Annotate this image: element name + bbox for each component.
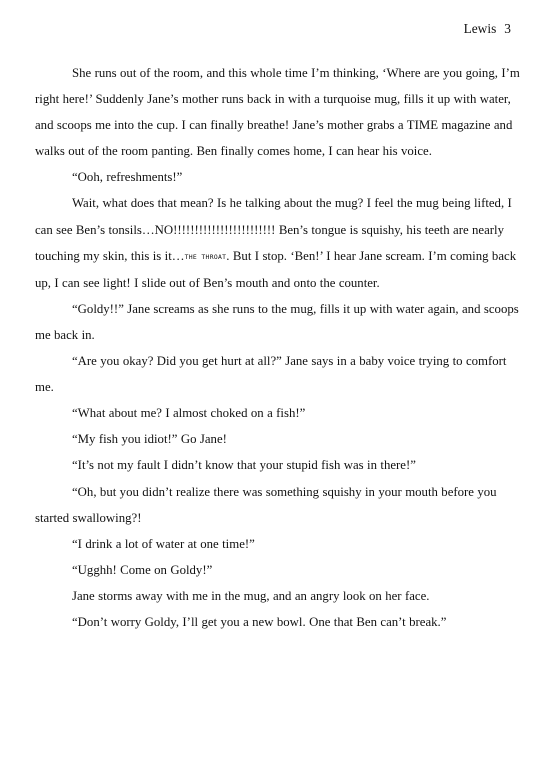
paragraph-12: Jane storms away with me in the mug, and an angry look on her face. <box>72 588 430 603</box>
header-author: Lewis <box>463 21 497 36</box>
paragraph-2: “Ooh, refreshments!” <box>72 170 183 185</box>
document-body <box>35 60 522 635</box>
paragraph-9: “Oh, but you didn’t realize there was something squishy in your mouth before you started swallowing?! <box>35 484 497 525</box>
handwritten-phrase: THE THROAT <box>184 252 227 261</box>
paragraph-7: “My fish you idiot!” Go Jane! <box>72 432 227 447</box>
header-page-number: 3 <box>504 21 511 36</box>
paragraph-10: “I drink a lot of water at one time!” <box>72 536 255 551</box>
paragraph-4: “Goldy!!” Jane screams as she runs to the mug, fills it up with water again, and scoops me back in. <box>35 301 519 342</box>
paragraph-3 <box>35 190 522 295</box>
paragraph-3-part-a: Wait, what does that mean? Is he talking about the mug? I feel the mug being lifted, I can see Ben’s tonsils…NO!!!!!!!!!!!!!!!!!!!!!!!! Ben’s tongue is squishy, his teeth are nearly touching my skin, this is it… <box>35 196 512 263</box>
paragraph-5: “Are you okay? Did you get hurt at all?” Jane says in a baby voice trying to comfort me. <box>35 354 507 395</box>
paragraph-8: “It’s not my fault I didn’t know that your stupid fish was in there!” <box>72 458 416 473</box>
paragraph-11: “Ugghh! Come on Goldy!” <box>72 562 213 577</box>
page-header <box>464 21 511 37</box>
paragraph-13: “Don’t worry Goldy, I’ll get you a new bowl. One that Ben can’t break.” <box>72 614 447 629</box>
paragraph-1: She runs out of the room, and this whole time I’m thinking, ‘Where are you going, I’m right here!’ Suddenly Jane’s mother runs back in with a turquoise mug, fills it up with water, and scoops me into the cup. I can finally breathe! Jane’s mother grabs a TIME magazine and walks out of the room panting. Ben finally comes home, I can hear his voice. <box>35 66 520 159</box>
paragraph-6: “What about me? I almost choked on a fish!” <box>72 406 306 421</box>
paragraph-3-part-b: . But I stop. ‘Ben!’ I hear Jane scream. I’m coming back up, I can see light! I slide out of Ben’s mouth and onto the counter. <box>35 248 517 290</box>
